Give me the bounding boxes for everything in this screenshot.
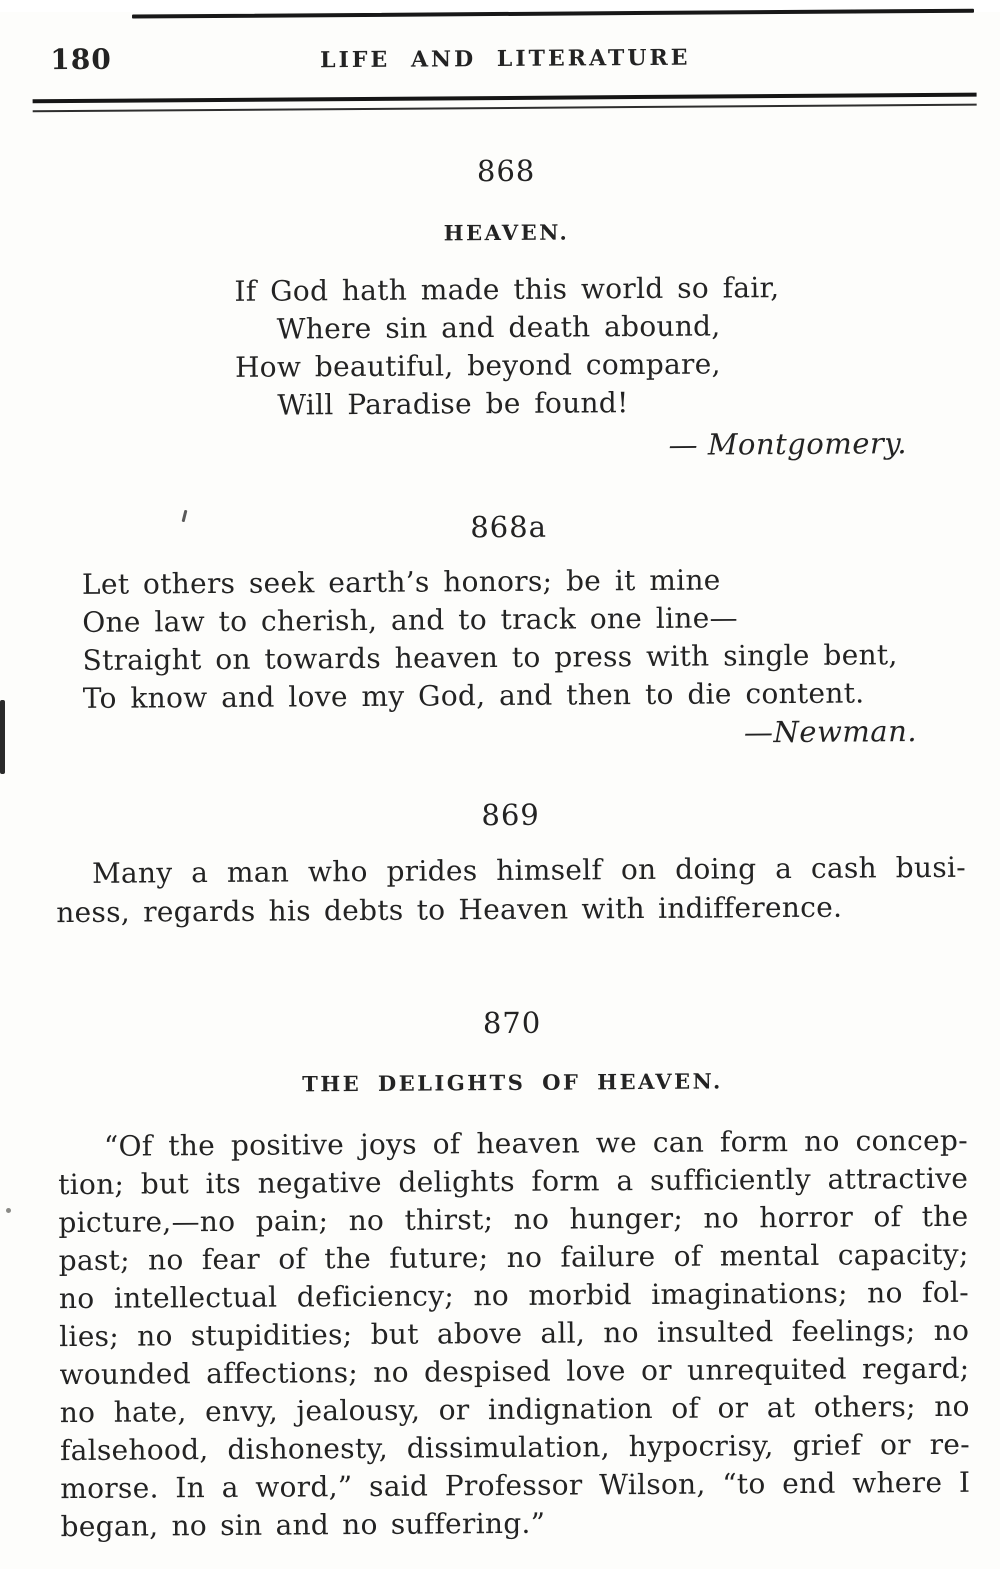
text-line: morse. In a word,” said Professor Wilson, “to end where I [60, 1465, 971, 1506]
text-line: ness, regards his debts to Heaven with indifference. [56, 890, 843, 930]
scan-artifact [0, 700, 5, 774]
entry-title: HEAVEN. [443, 219, 570, 246]
poem-line: One law to cherish, and to track one line— [82, 601, 738, 639]
poem-line: Straight on towards heaven to press with single bent, [82, 638, 898, 677]
text-line: past; no fear of the future; no failure of mental capacity; [58, 1237, 969, 1278]
entry-number: 869 [481, 797, 540, 833]
attribution: —Newman. [743, 714, 918, 750]
running-title: LIFE AND LITERATURE [320, 44, 691, 74]
text-line: no intellectual deficiency; no morbid imaginations; no fol- [58, 1275, 970, 1316]
rule-thick [33, 93, 977, 104]
text-line: tion; but its negative delights form a sufficiently attractive [58, 1161, 969, 1202]
poem-line: Where sin and death abound, [276, 309, 721, 346]
poem-line: Let others seek earth’s honors; be it mine [81, 563, 721, 601]
poem-line: How beautiful, beyond compare, [234, 347, 721, 384]
entry-number: 868 [476, 153, 536, 189]
entry-870 [57, 1000, 971, 1546]
text-line: falsehood, dishonesty, dissimulation, hypocrisy, grief or re- [59, 1427, 971, 1468]
poem-line: If God hath made this world so fair, [234, 271, 780, 308]
poem [82, 560, 965, 718]
text-line: lies; no stupidities; but above all, no insulted feelings; no [59, 1313, 970, 1354]
poem [234, 269, 780, 425]
entry-number: 870 [482, 1005, 542, 1041]
page-content [0, 9, 1000, 1547]
text-line: “Of the positive joys of heaven we can form no concep- [103, 1123, 969, 1163]
text-line: no hate, envy, jealousy, or indignation of or at others; no [59, 1389, 970, 1430]
header-double-rule [33, 93, 977, 113]
text-line: began, no sin and no suffering.” [60, 1506, 546, 1544]
entry-868 [51, 148, 963, 468]
page-number: 180 [50, 42, 112, 77]
paragraph [58, 1122, 971, 1546]
entry-869 [55, 792, 966, 932]
rule-thin [33, 104, 977, 113]
entry-868a [53, 504, 965, 756]
entry-number: 868a [470, 509, 548, 545]
book-page [0, 12, 1000, 1569]
text-line: Many a man who prides himself on doing a cash busi- [91, 850, 967, 890]
scan-artifact [6, 1208, 11, 1213]
attribution: — Montgomery. [668, 426, 908, 462]
poem-line: To know and love my God, and then to die content. [82, 676, 865, 715]
entry-title: THE DELIGHTS OF HEAVEN. [302, 1068, 723, 1097]
text-line: picture,—no pain; no thirst; no hunger; no horror of the [58, 1199, 969, 1240]
running-head [50, 37, 960, 79]
top-rule [132, 9, 974, 19]
text-line: wounded affections; no despised love or unrequited regard; [59, 1351, 970, 1392]
paragraph [56, 848, 967, 932]
poem-line: Will Paradise be found! [277, 386, 629, 422]
head-spacer [810, 63, 960, 64]
